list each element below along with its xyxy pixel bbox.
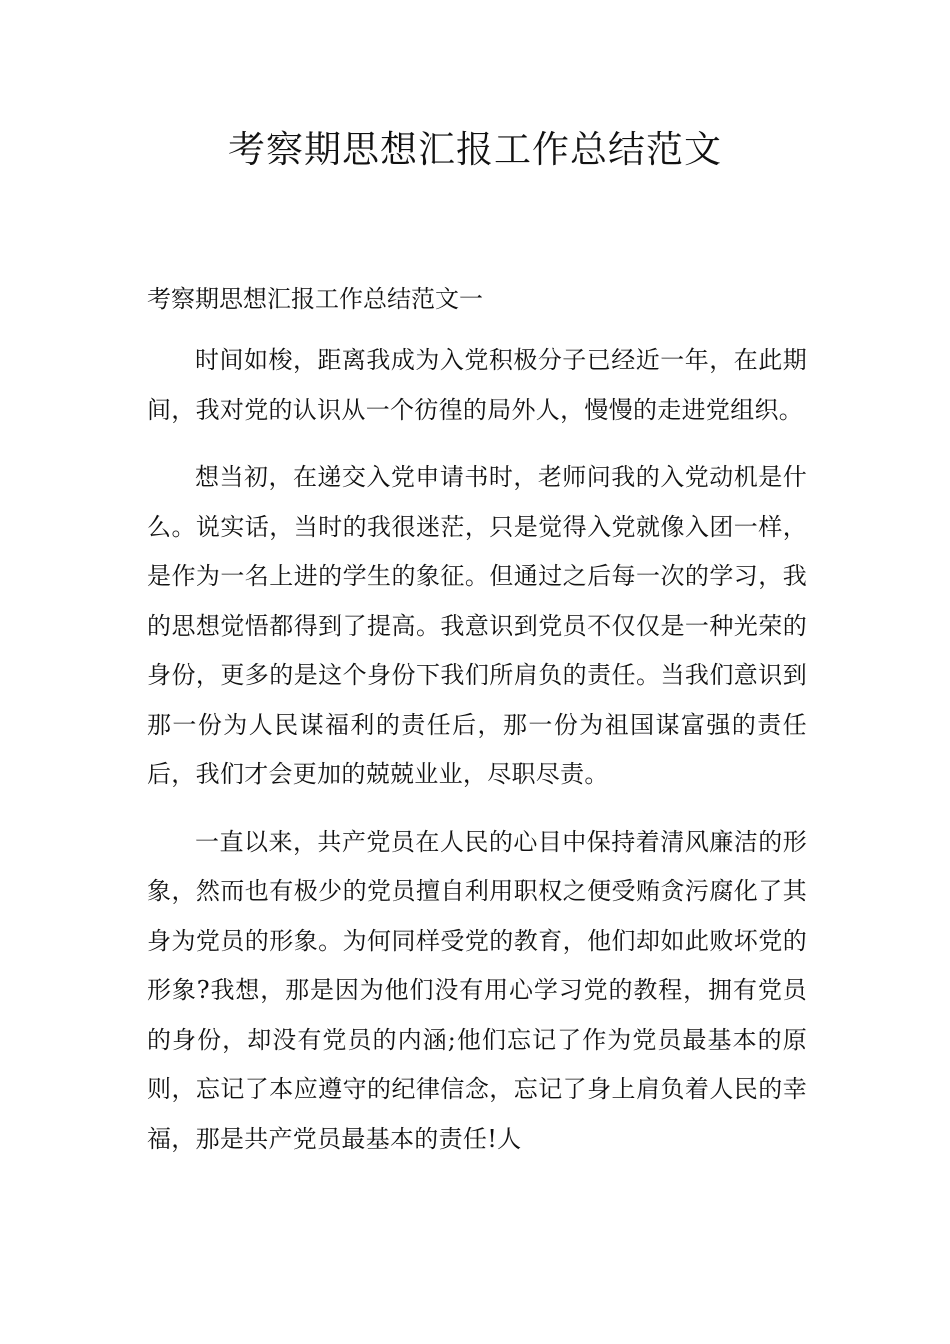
paragraph-2: 想当初，在递交入党申请书时，老师问我的入党动机是什么。说实话，当时的我很迷茫，只是觉得入党就像入团一样，是作为一名上进的学生的象征。但通过之后每一次的学习，我的思想觉悟都得到了提高。我意识到党员不仅仅是一种光荣的身份，更多的是这个身份下我们所肩负的责任。当我们意识到那一份为人民谋福利的责任后，那一份为祖国谋富强的责任后，我们才会更加的兢兢业业，尽职尽责。: [147, 463, 807, 788]
document-title: 考察期思想汇报工作总结范文: [228, 128, 722, 171]
document-body: [147, 280, 807, 1164]
section-subtitle: 考察期思想汇报工作总结范文一: [147, 285, 483, 313]
paragraph-1: 时间如梭，距离我成为入党积极分子已经近一年，在此期间，我对党的认识从一个彷徨的局外人，慢慢的走进党组织。: [147, 346, 807, 424]
paragraph-3: 一直以来，共产党员在人民的心目中保持着清风廉洁的形象，然而也有极少的党员擅自利用职权之便受贿贪污腐化了其身为党员的形象。为何同样受党的教育，他们却如此败坏党的形象?我想，那是因为他们没有用心学习党的教程，拥有党员的身份，却没有党员的内涵;他们忘记了作为党员最基本的原则，忘记了本应遵守的纪律信念，忘记了身上肩负着人民的幸福，那是共产党员最基本的责任!人: [147, 827, 807, 1153]
